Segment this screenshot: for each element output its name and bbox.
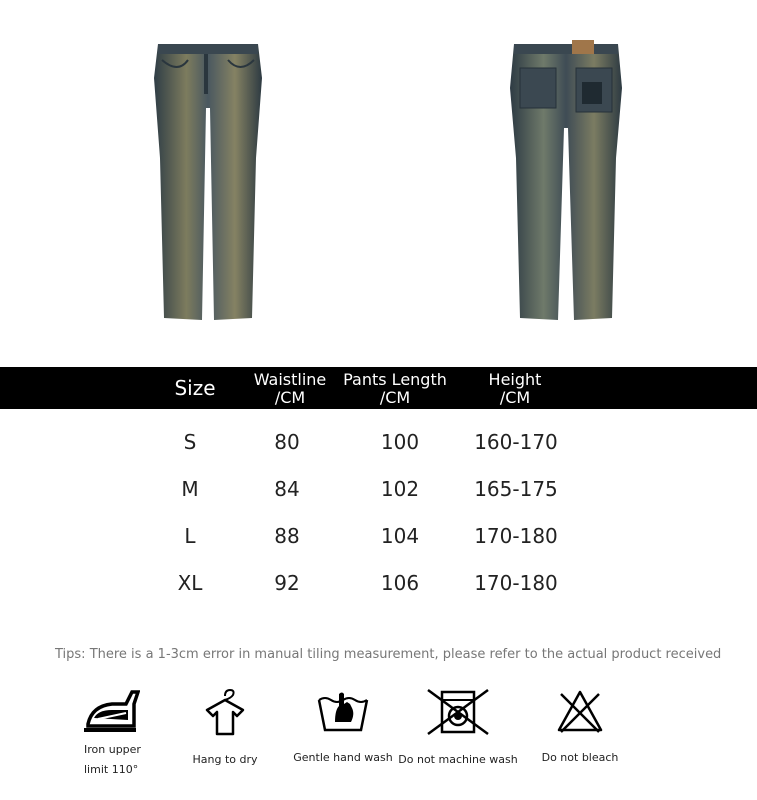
header-waistline-label: Waistline bbox=[253, 370, 327, 389]
care-iron-label-line2: limit 110° bbox=[84, 763, 139, 776]
care-no-bleach-label: Do not bleach bbox=[541, 751, 619, 764]
header-pants-length bbox=[340, 371, 450, 407]
cell-size: L bbox=[184, 524, 196, 548]
hand-wash-icon bbox=[315, 688, 371, 734]
size-row bbox=[0, 561, 757, 608]
cell-waistline: 92 bbox=[274, 571, 300, 595]
cell-pants-length: 100 bbox=[380, 430, 420, 454]
jeans-front-image bbox=[148, 38, 268, 323]
size-row bbox=[0, 514, 757, 561]
care-hang-dry-label: Hang to dry bbox=[192, 753, 258, 766]
header-height-label: Height bbox=[488, 370, 542, 389]
hanger-icon bbox=[203, 688, 247, 736]
cell-height: 170-180 bbox=[474, 571, 558, 595]
care-no-machine-wash bbox=[398, 688, 518, 770]
cell-height: 165-175 bbox=[474, 477, 558, 501]
no-bleach-icon bbox=[555, 688, 605, 734]
care-iron bbox=[70, 688, 150, 780]
care-hand-wash-label: Gentle hand wash bbox=[293, 751, 393, 764]
cell-waistline: 88 bbox=[274, 524, 300, 548]
care-no-machine-wash-label: Do not machine wash bbox=[398, 753, 518, 766]
product-images bbox=[0, 0, 757, 360]
cell-pants-length: 102 bbox=[380, 477, 420, 501]
header-size: Size bbox=[174, 376, 216, 400]
size-row bbox=[0, 420, 757, 467]
care-no-bleach bbox=[530, 688, 630, 768]
cell-height: 160-170 bbox=[474, 430, 558, 454]
care-iron-label-line1: Iron upper bbox=[84, 743, 141, 756]
cell-pants-length: 104 bbox=[380, 524, 420, 548]
care-hang-dry bbox=[185, 688, 265, 770]
header-waistline-unit: /CM bbox=[274, 388, 306, 407]
no-machine-wash-icon bbox=[426, 688, 490, 736]
jeans-back-image bbox=[506, 38, 626, 323]
cell-size: S bbox=[183, 430, 197, 454]
iron-icon bbox=[80, 688, 140, 734]
cell-waistline: 80 bbox=[274, 430, 300, 454]
measurement-tips: Tips: There is a 1-3cm error in manual tiling measurement, please refer to the actual product received bbox=[55, 647, 722, 662]
cell-height: 170-180 bbox=[474, 524, 558, 548]
header-height bbox=[470, 371, 560, 407]
size-chart-header bbox=[0, 367, 757, 409]
care-iron-label bbox=[70, 740, 150, 780]
size-row bbox=[0, 467, 757, 514]
cell-size: XL bbox=[177, 571, 203, 595]
header-waistline bbox=[245, 371, 335, 407]
care-hand-wash bbox=[290, 688, 396, 768]
cell-waistline: 84 bbox=[274, 477, 300, 501]
header-pants-length-label: Pants Length bbox=[343, 370, 447, 389]
header-height-unit: /CM bbox=[499, 388, 531, 407]
cell-size: M bbox=[181, 477, 199, 501]
cell-pants-length: 106 bbox=[380, 571, 420, 595]
header-pants-length-unit: /CM bbox=[379, 388, 411, 407]
